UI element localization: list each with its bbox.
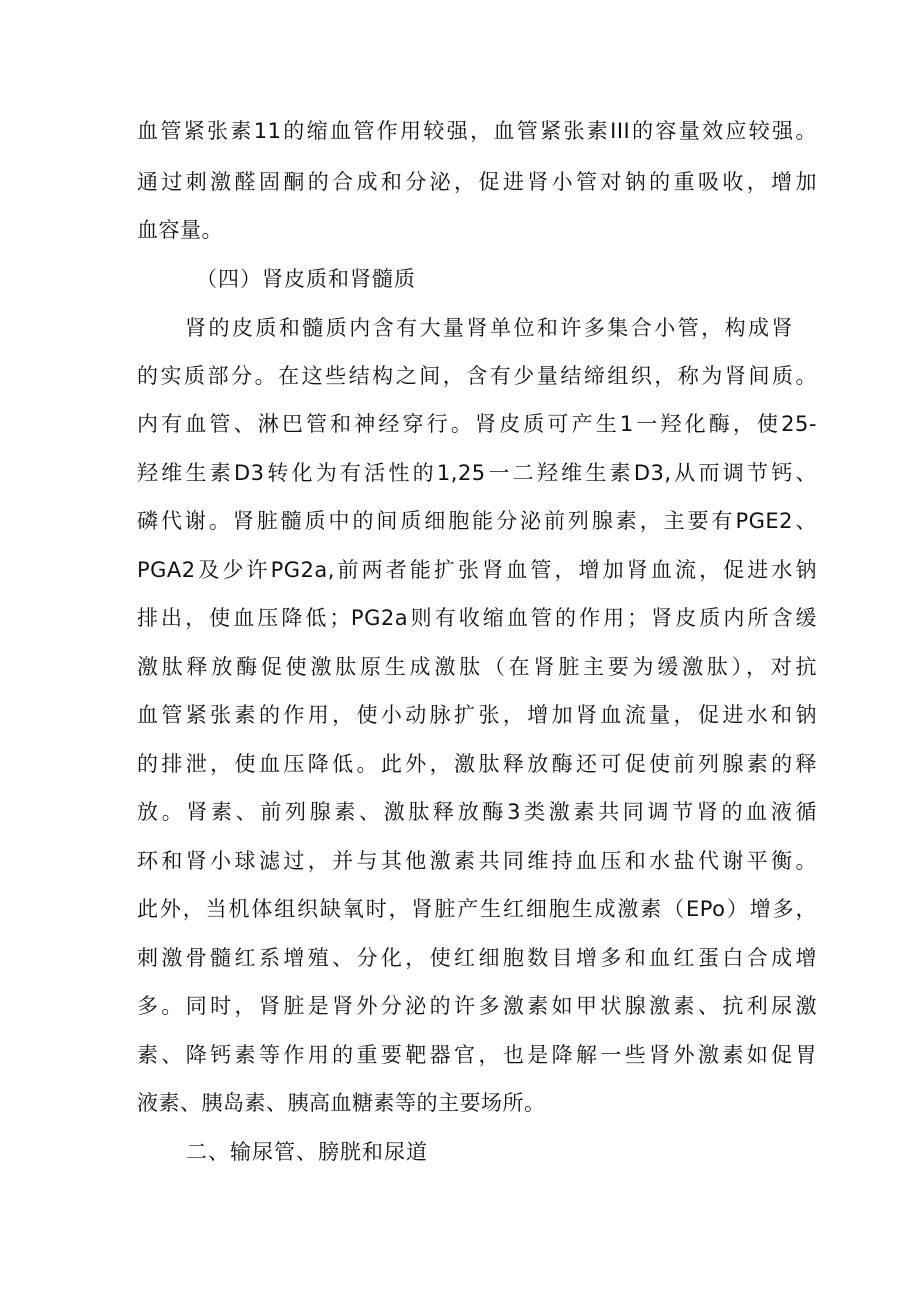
paragraph-line: 激肽释放酶促使激肽原生成激肽（在肾脏主要为缓激肽），对抗 — [137, 655, 817, 679]
paragraph-line: 羟维生素D3转化为有活性的1,25一二羟维生素D3,从而调节钙、 — [137, 461, 817, 485]
paragraph-line: 放。肾素、前列腺素、激肽释放酶3类激素共同调节肾的血液循 — [137, 800, 817, 824]
paragraph-line: PGA2及少许PG2a,前两者能扩张肾血管，增加肾血流，促进水钠 — [137, 558, 817, 582]
paragraph-line: 素、降钙素等作用的重要靶器官，也是降解一些肾外激素如促胃 — [137, 1043, 817, 1067]
paragraph-line: 排出，使血压降低；PG2a则有收缩血管的作用；肾皮质内所含缓 — [137, 606, 817, 630]
paragraph-line: 环和肾小球滤过，并与其他激素共同维持血压和水盐代谢平衡。 — [137, 849, 817, 873]
paragraph-line: 液素、胰岛素、胰高血糖素等的主要场所。 — [137, 1091, 546, 1115]
paragraph-line: 血管紧张素的作用，使小动脉扩张，增加肾血流量，促进水和钠 — [137, 703, 817, 727]
paragraph-line: 肾的皮质和髓质内含有大量肾单位和许多集合小管，构成肾 — [185, 316, 793, 340]
text-line: 血管紧张素11的缩血管作用较强，血管紧张素III的容量效应较强。 — [137, 119, 817, 143]
paragraph-line: 此外，当机体组织缺氧时，肾脏产生红细胞生成激素（EPo）增多， — [137, 897, 817, 921]
paragraph-line: 的实质部分。在这些结构之间，含有少量结缔组织，称为肾间质。 — [137, 364, 817, 388]
next-section-heading: 二、输尿管、膀胱和尿道 — [186, 1140, 428, 1164]
section-heading: （四）肾皮质和肾髓质 — [196, 267, 416, 291]
paragraph-line: 多。同时，肾脏是肾外分泌的许多激素如甲状腺激素、抗利尿激 — [137, 994, 817, 1018]
paragraph-line: 磷代谢。肾脏髓质中的间质细胞能分泌前列腺素，主要有PGE2、 — [137, 509, 817, 533]
text-line: 通过刺激醛固酮的合成和分泌，促进肾小管对钠的重吸收，增加 — [137, 170, 817, 194]
text-line: 血容量。 — [137, 218, 223, 242]
paragraph-line: 内有血管、淋巴管和神经穿行。肾皮质可产生1一羟化酶，使25- — [137, 412, 817, 436]
paragraph-line: 的排泄，使血压降低。此外，激肽释放酶还可促使前列腺素的释 — [137, 752, 817, 776]
paragraph-line: 刺激骨髓红系增殖、分化，使红细胞数目增多和血红蛋白合成增 — [137, 946, 817, 970]
